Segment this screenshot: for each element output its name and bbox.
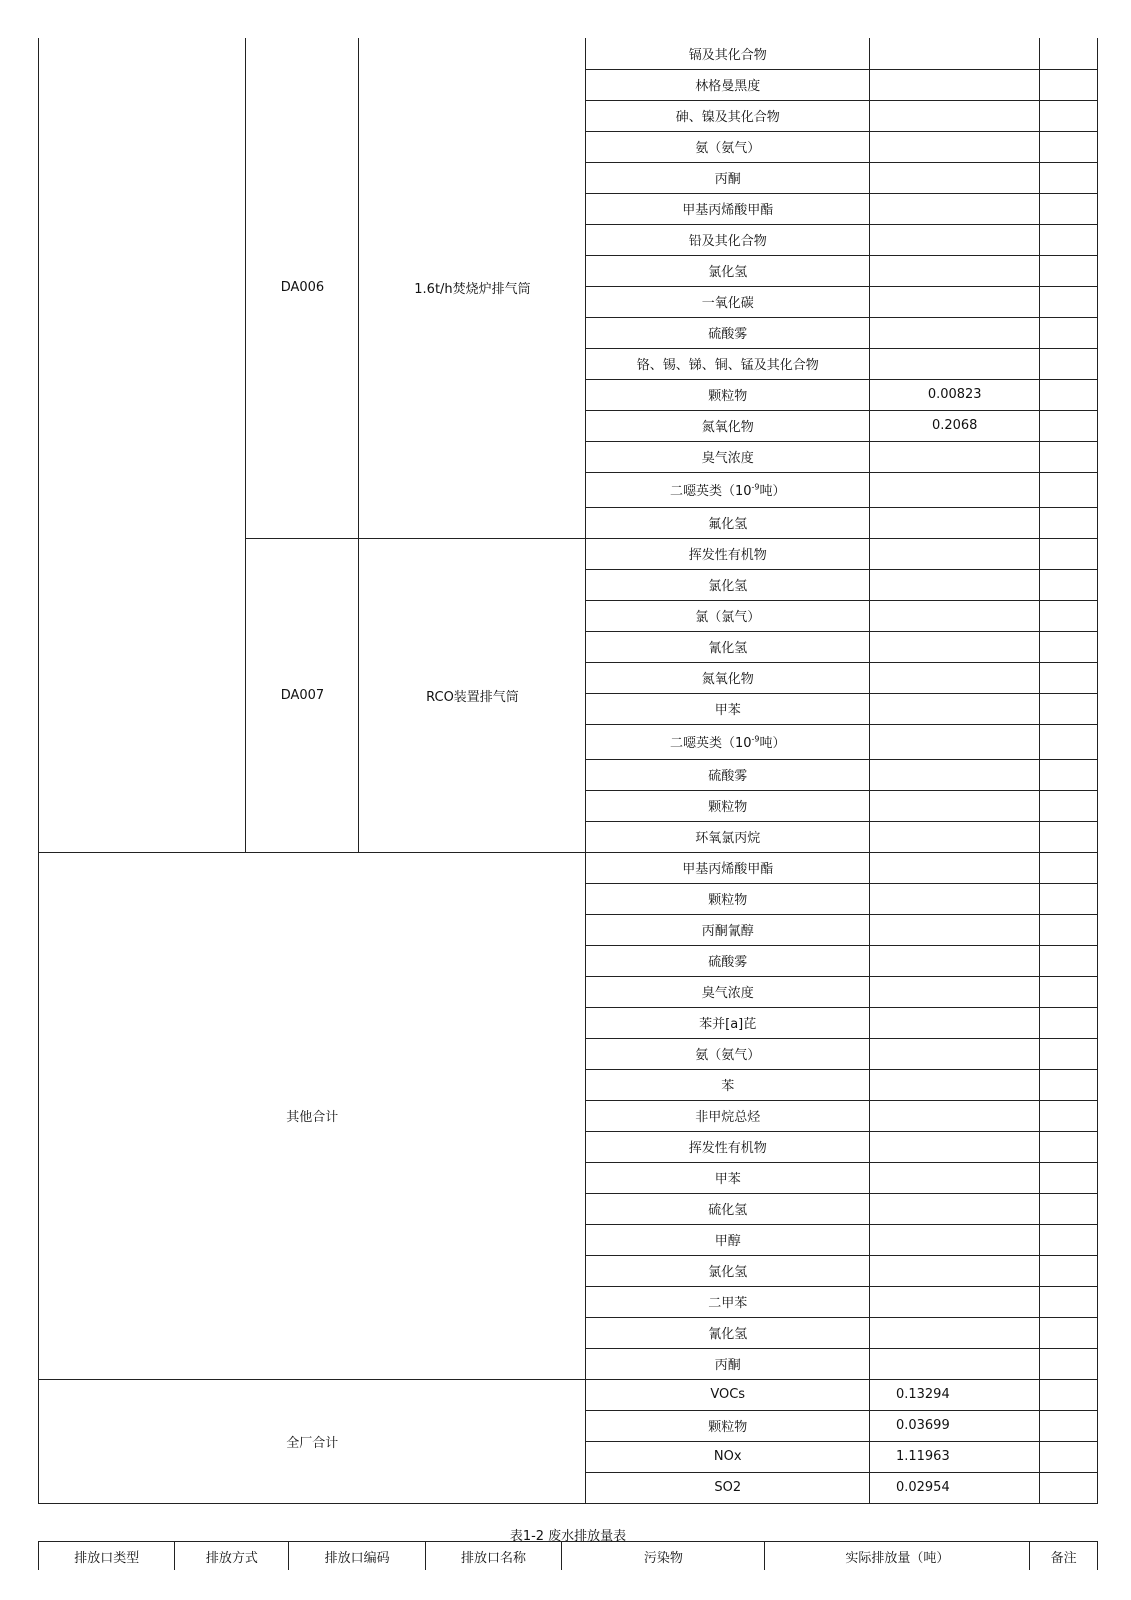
pollutant-cell: 甲醇 [586,1224,869,1255]
pollutant-cell: 颗粒物 [586,1410,869,1441]
remark-cell [1040,286,1098,317]
pollutant-name: 丙酮 [714,172,741,187]
amount-cell [869,1255,1040,1286]
pollutant-cell [586,255,869,286]
amount-cell [869,472,1040,507]
pollutant-name: 铅及其化合物 [688,234,767,249]
pollutant-cell: VOCs [586,1379,869,1410]
remark-cell [1040,1472,1098,1503]
pollutant-cell [586,224,869,255]
remark-cell [1040,348,1098,379]
remark-cell [1040,131,1098,162]
pollutant-cell [586,569,869,600]
pollutant-cell [586,317,869,348]
pollutant-name: 氯（氯气） [695,610,761,625]
amount-cell [869,69,1040,100]
pollutant-cell [586,38,869,69]
amount-cell [869,1007,1040,1038]
remark-cell [1040,631,1098,662]
remark-cell [1040,162,1098,193]
remark-cell [1040,1007,1098,1038]
pollutant-cell: 甲基丙烯酸甲酯 [586,852,869,883]
pollutant-cell [586,162,869,193]
remark-cell [1040,976,1098,1007]
amount-cell [869,600,1040,631]
pollutant-cell: 臭气浓度 [586,976,869,1007]
amount-cell [869,131,1040,162]
amount-cell [869,538,1040,569]
header-actual-amount: 实际排放量（吨） [765,1542,1030,1571]
pollutant-unit-suffix: 吨） [759,736,786,751]
remark-cell [1040,1348,1098,1379]
pollutant-cell [586,286,869,317]
pollutant-name: 硫酸雾 [708,769,748,784]
plant-total-label: 全厂合计 [39,1379,586,1503]
remark-cell [1040,410,1098,441]
amount-cell [869,1193,1040,1224]
remark-cell [1040,1224,1098,1255]
pollutant-cell: 丙酮氰醇 [586,914,869,945]
pollutant-cell [586,193,869,224]
pollutant-cell [586,379,869,410]
pollutant-cell [586,821,869,852]
pollutant-name: 氮氧化物 [701,672,754,687]
pollutant-unit-suffix: 吨） [759,484,786,499]
remark-cell [1040,255,1098,286]
header-outlet-type: 排放口类型 [39,1542,175,1571]
outlet-type-cell [39,38,246,852]
remark-cell [1040,945,1098,976]
pollutant-name: 臭气浓度 [701,451,754,466]
pollutant-name: 一氧化碳 [701,296,754,311]
remark-cell [1040,1317,1098,1348]
amount-cell [869,1162,1040,1193]
pollutant-cell: 甲苯 [586,1162,869,1193]
pollutant-cell: 非甲烷总烃 [586,1100,869,1131]
pollutant-name: 挥发性有机物 [688,548,767,563]
remark-cell [1040,1379,1098,1410]
table-caption: 表1-2 废水排放量表 [509,1529,627,1544]
remark-cell [1040,759,1098,790]
pollutant-cell [586,662,869,693]
amount-cell: 0.13294 [869,1379,1040,1410]
amount-cell [869,348,1040,379]
remark-cell [1040,379,1098,410]
remark-cell [1040,914,1098,945]
pollutant-cell [586,410,869,441]
amount-cell [869,914,1040,945]
pollutant-name: 颗粒物 [708,800,748,815]
remark-cell [1040,1069,1098,1100]
remark-cell [1040,790,1098,821]
pollutant-cell: SO2 [586,1472,869,1503]
amount-cell [869,662,1040,693]
amount-cell [869,693,1040,724]
air-emission-table [38,38,1098,1504]
pollutant-cell: 丙酮 [586,1348,869,1379]
header-outlet-code: 排放口编码 [289,1542,425,1571]
remark-cell [1040,507,1098,538]
pollutant-name: 镉及其化合物 [688,47,767,63]
remark-cell [1040,69,1098,100]
amount-cell [869,507,1040,538]
remark-cell [1040,38,1098,69]
pollutant-cell: 氰化氢 [586,1317,869,1348]
remark-cell [1040,600,1098,631]
pollutant-name: 二噁英类（10 [669,736,752,751]
pollutant-cell: 挥发性有机物 [586,1131,869,1162]
amount-cell: 1.11963 [869,1441,1040,1472]
remark-cell [1040,693,1098,724]
amount-cell [869,193,1040,224]
pollutant-cell [586,600,869,631]
pollutant-name: 甲苯 [714,703,741,718]
pollutant-name: 砷、镍及其化合物 [675,110,780,125]
remark-cell [1040,852,1098,883]
wastewater-table-header [38,1541,1098,1570]
pollutant-name: 氮氧化物 [701,420,754,435]
table-row [39,1379,1098,1410]
amount-cell [869,162,1040,193]
amount-cell [869,1317,1040,1348]
header-outlet-name: 排放口名称 [425,1542,561,1571]
pollutant-name: 硫酸雾 [708,327,748,342]
pollutant-cell: 氯化氢 [586,1255,869,1286]
amount-cell [869,976,1040,1007]
header-row [39,1542,1098,1571]
remark-cell [1040,569,1098,600]
pollutant-cell [586,348,869,379]
table-row [39,852,1098,883]
amount-cell [869,100,1040,131]
pollutant-cell [586,538,869,569]
remark-cell [1040,1255,1098,1286]
table-row [39,38,1098,69]
pollutant-cell [586,759,869,790]
pollutant-cell [586,441,869,472]
pollutant-cell [586,69,869,100]
header-discharge-method: 排放方式 [175,1542,289,1571]
outlet-code: DA007 [246,538,359,852]
pollutant-cell [586,472,869,507]
amount-cell [869,852,1040,883]
remark-cell [1040,317,1098,348]
pollutant-name: 铬、锡、锑、铜、锰及其化合物 [636,358,819,373]
remark-cell [1040,724,1098,759]
remark-cell [1040,1441,1098,1472]
pollutant-cell [586,724,869,759]
remark-cell [1040,224,1098,255]
pollutant-cell: 硫化氢 [586,1193,869,1224]
header-remark: 备注 [1030,1542,1098,1571]
remark-cell [1040,193,1098,224]
amount-cell [869,1069,1040,1100]
pollutant-cell [586,790,869,821]
pollutant-name: 林格曼黑度 [695,79,761,94]
amount-cell [869,1286,1040,1317]
pollutant-name: 氟化氢 [708,517,748,532]
pollutant-name: 氰化氢 [708,641,748,656]
remark-cell [1040,1131,1098,1162]
outlet-name: RCO装置排气筒 [359,538,586,852]
remark-cell [1040,1100,1098,1131]
pollutant-cell [586,507,869,538]
pollutant-cell: 颗粒物 [586,883,869,914]
amount-cell [869,883,1040,914]
remark-cell [1040,1162,1098,1193]
pollutant-name: 二噁英类（10 [669,484,752,499]
pollutant-cell: 苯 [586,1069,869,1100]
amount-cell [869,724,1040,759]
remark-cell [1040,1410,1098,1441]
pollutant-unit-exponent: -9 [751,482,760,492]
pollutant-name: 颗粒物 [708,389,748,404]
amount-cell [869,790,1040,821]
pollutant-cell [586,100,869,131]
amount-cell [869,441,1040,472]
amount-cell: 0.2068 [869,410,1040,441]
outlet-name: 1.6t/h焚烧炉排气筒 [359,38,586,538]
amount-cell [869,569,1040,600]
amount-cell [869,317,1040,348]
amount-cell [869,1131,1040,1162]
amount-cell [869,1038,1040,1069]
amount-cell [869,224,1040,255]
remark-cell [1040,441,1098,472]
remark-cell [1040,1193,1098,1224]
pollutant-name: 甲基丙烯酸甲酯 [682,203,774,218]
remark-cell [1040,1286,1098,1317]
header-pollutant: 污染物 [562,1542,765,1571]
pollutant-name: 氨（氨气） [695,141,761,156]
amount-cell [869,945,1040,976]
remark-cell [1040,100,1098,131]
other-total-label: 其他合计 [39,852,586,1379]
amount-cell: 0.02954 [869,1472,1040,1503]
outlet-code: DA006 [246,38,359,538]
pollutant-cell [586,131,869,162]
remark-cell [1040,1038,1098,1069]
amount-cell [869,1100,1040,1131]
remark-cell [1040,662,1098,693]
pollutant-name: 氯化氢 [708,265,748,280]
remark-cell [1040,538,1098,569]
pollutant-name: 氯化氢 [708,579,748,594]
remark-cell [1040,472,1098,507]
pollutant-cell [586,693,869,724]
amount-cell [869,255,1040,286]
amount-cell [869,286,1040,317]
remark-cell [1040,883,1098,914]
pollutant-cell [586,631,869,662]
pollutant-name: 环氧氯丙烷 [695,831,761,846]
amount-cell: 0.00823 [869,379,1040,410]
amount-cell [869,1224,1040,1255]
pollutant-unit-exponent: -9 [751,734,760,744]
pollutant-cell: 二甲苯 [586,1286,869,1317]
amount-cell [869,38,1040,69]
amount-cell: 0.03699 [869,1410,1040,1441]
amount-cell [869,821,1040,852]
pollutant-cell: NOx [586,1441,869,1472]
pollutant-cell: 苯并[a]芘 [586,1007,869,1038]
amount-cell [869,1348,1040,1379]
pollutant-cell: 氨（氨气） [586,1038,869,1069]
remark-cell [1040,821,1098,852]
amount-cell [869,759,1040,790]
amount-cell [869,631,1040,662]
pollutant-cell: 硫酸雾 [586,945,869,976]
